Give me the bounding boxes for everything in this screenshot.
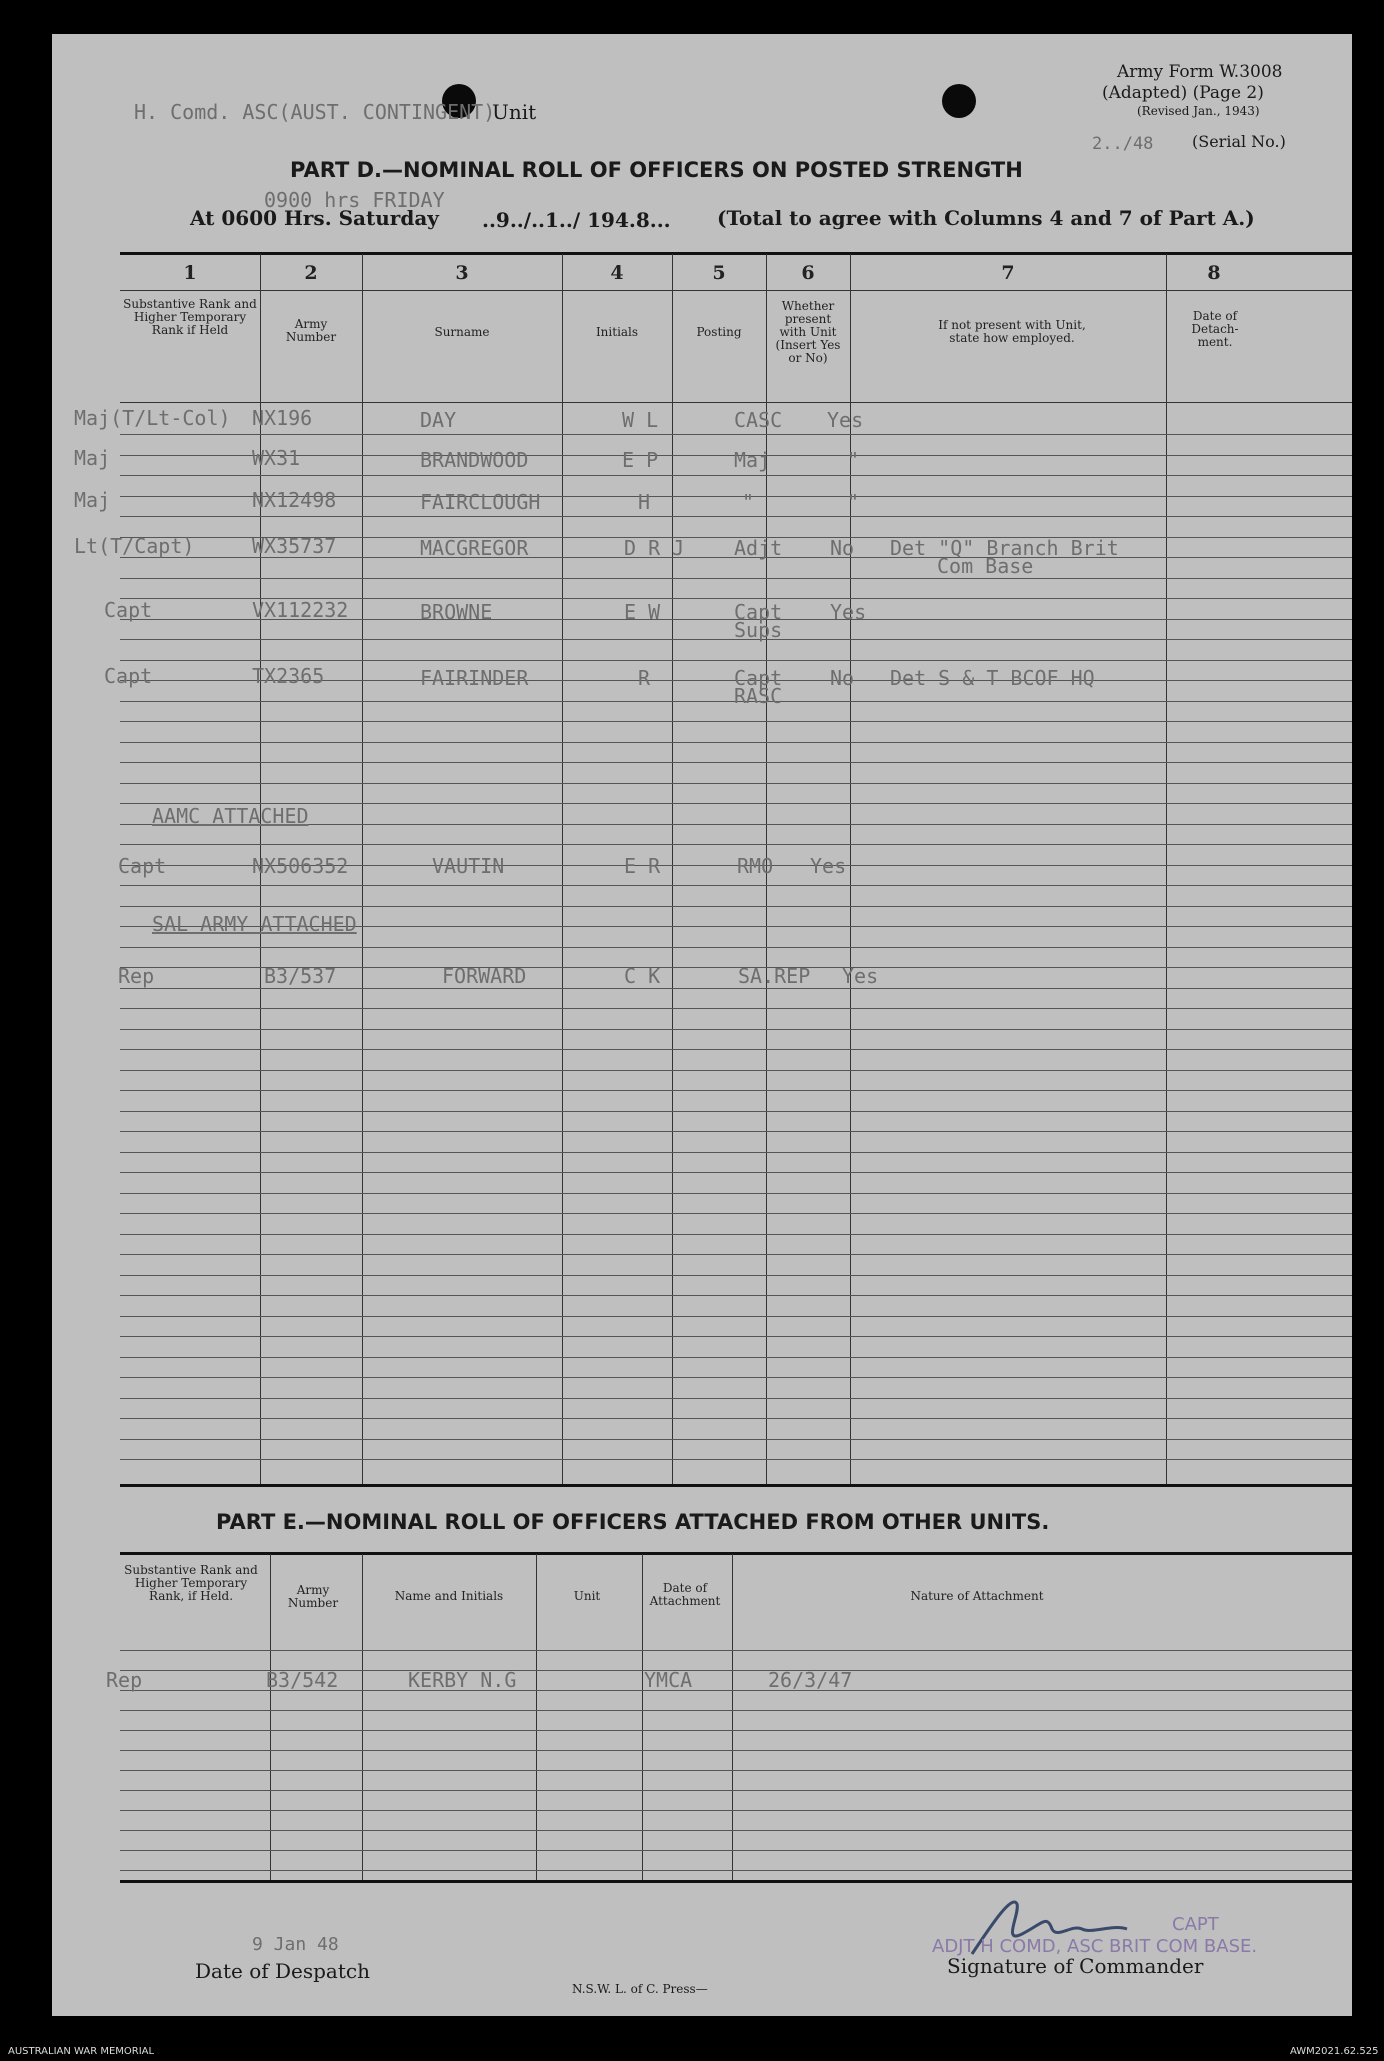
row-rule [120,1336,1352,1337]
row-rule [120,1459,1352,1460]
col-header-name: Name and Initials [394,1589,504,1603]
cell-initials: E W [624,600,661,624]
col-header-rank: Substantive Rank and Higher Temporary Rank if Held [123,297,257,337]
despatch-label: Date of Despatch [195,1959,370,1983]
form-adapted: (Adapted) (Page 2) [1102,83,1264,103]
cell-present: No [830,536,855,560]
row-rule [120,1234,1352,1235]
cell-number: VX112232 [252,598,349,622]
row-rule [120,578,1352,579]
row-rule [120,1790,1352,1791]
row-rule [120,516,1352,517]
col-header-nature: Nature of Attachment [910,1589,1044,1603]
row-rule [120,1111,1352,1112]
at-line-typed: 0900 hrs FRIDAY [264,188,445,212]
row-rule [120,1398,1352,1399]
at-line: At 0600 Hrs. Saturday [190,206,439,230]
col-num: 4 [610,262,624,284]
col-header-army-number: Army Number [285,317,337,344]
cell-surname: BROWNE [420,600,493,624]
part-e-top-rule [120,1484,1352,1487]
cell-posting: Capt [734,600,783,624]
cell-number: WX31 [252,446,301,470]
cell-posting: SA.REP [738,964,811,988]
cell-posting: Maj [734,448,771,472]
cell-present: Yes [827,408,864,432]
col-header-rank: Substantive Rank and Higher Temporary Rank, if Held. [124,1563,258,1603]
col-num: 3 [455,262,469,284]
row-rule [120,1049,1352,1050]
cell-name: KERBY N.G [408,1668,517,1692]
cell-present: Yes [810,854,847,878]
cell-posting: Sups [734,618,783,642]
cell-initials: C K [624,964,661,988]
row-rule [120,906,1352,907]
table-top-rule [120,252,1352,255]
row-rule [120,434,1352,435]
cell-initials: E P [622,448,659,472]
form-revised: (Revised Jan., 1943) [1137,104,1260,118]
row-rule [120,1295,1352,1296]
cell-present: No [830,666,855,690]
serial-typed: 2../48 [1092,134,1154,154]
row-rule [120,1131,1352,1132]
cell-posting: RASC [734,684,783,708]
cell-posting: CASC [734,408,783,432]
cell-rank: Capt [118,854,167,878]
adjutant-stamp: ADJT H COMD, ASC BRIT COM BASE. [932,1936,1258,1957]
col-num: 8 [1207,262,1221,284]
cell-initials: E R [624,854,661,878]
cell-date: 26/3/47 [768,1668,853,1692]
cell-rank: Capt [104,598,153,622]
row-rule [120,1850,1352,1851]
cell-rank: Rep [118,964,155,988]
header-rule [120,402,1352,403]
press-mark: N.S.W. L. of C. Press— [572,1982,708,1996]
row-rule [120,1275,1352,1276]
row-rule [120,475,1352,476]
part-e-title: PART E.—NOMINAL ROLL OF OFFICERS ATTACHED FROM OTHER UNITS. [216,1510,1050,1534]
col-num: 5 [712,262,726,284]
cell-rank: Maj(T/Lt-Col) [74,406,231,430]
row-rule [120,1439,1352,1440]
row-rule [120,721,1352,722]
row-rule [120,1193,1352,1194]
cell-surname: FORWARD [442,964,527,988]
cell-initials: R [638,666,651,690]
cell-rank: Maj [74,446,111,470]
cell-initials: W L [622,408,659,432]
col-header-posting: Posting [696,325,742,339]
part-d-title: PART D.—NOMINAL ROLL OF OFFICERS ON POSTED STRENGTH [290,158,1023,182]
col-header-employed: If not present with Unit, state how employed. [938,318,1086,345]
cell-employed: Com Base [937,554,1034,578]
form-number: Army Form W.3008 [1117,62,1283,82]
row-rule [120,1710,1352,1711]
col-num: 1 [183,262,197,284]
cell-rank: Capt [104,664,153,688]
col-header-present: Whether present with Unit (Insert Yes or No) [775,299,841,365]
cell-employed: Det S & T BCOF HQ [890,666,1095,690]
despatch-typed: 9 Jan 48 [252,1934,339,1955]
cell-number: WX35737 [252,534,337,558]
cell-surname: VAUTIN [432,854,505,878]
cell-present: " [847,448,860,472]
serial-label: (Serial No.) [1192,132,1286,151]
col-header-initials: Initials [595,325,639,339]
attached-heading: SAL ARMY ATTACHED [152,912,357,936]
row-rule [120,1152,1352,1153]
punch-hole [942,84,976,118]
cell-initials: H [638,490,651,514]
total-note: (Total to agree with Columns 4 and 7 of Part A.) [717,206,1255,230]
column-rule [362,254,363,1484]
signature-label: Signature of Commander [947,1954,1204,1978]
col-header-detachment: Date of Detach-ment. [1191,309,1239,349]
col-num: 6 [801,262,815,284]
row-rule [120,1029,1352,1030]
cell-number: NX506352 [252,854,349,878]
col-header-date: Date of Attachment [649,1581,721,1608]
row-rule [120,1357,1352,1358]
row-rule [120,1254,1352,1255]
cell-posting: Capt [734,666,783,690]
cell-rank: Lt(T/Capt) [74,534,195,558]
row-rule [120,1830,1352,1831]
footer-left: AUSTRALIAN WAR MEMORIAL [8,2046,155,2057]
cell-number: NX196 [252,406,313,430]
cell-present: Yes [830,600,867,624]
row-rule [120,947,1352,948]
row-rule [120,1070,1352,1071]
part-e-bottom-rule [120,1880,1352,1883]
form-paper [52,34,1352,2016]
unit-label: Unit [492,100,537,124]
cell-surname: DAY [420,408,457,432]
row-rule [120,1650,1352,1651]
row-rule [120,1090,1352,1091]
row-rule [120,783,1352,784]
row-rule [120,1750,1352,1751]
row-rule [120,988,1352,989]
cell-surname: MACGREGOR [420,536,529,560]
row-rule [120,1316,1352,1317]
cell-number: B3/537 [264,964,337,988]
column-rule [850,254,851,1484]
column-rule [562,254,563,1484]
column-rule [732,1554,733,1880]
cell-number: TX2365 [252,664,325,688]
footer-right: AWM2021.62.525 [1290,2046,1379,2057]
unit-typed: H. Comd. ASC(AUST. CONTINGENT) [134,100,496,124]
row-rule [120,1418,1352,1419]
cell-surname: FAIRCLOUGH [420,490,541,514]
cell-posting: RMO [737,854,774,878]
stamp-rank: CAPT [1172,1914,1219,1935]
row-rule [120,1870,1352,1871]
cell-employed: Det "Q" Branch Brit [890,536,1119,560]
col-header-unit: Unit [573,1589,601,1603]
col-num: 7 [1001,262,1015,284]
column-rule [1166,254,1167,1484]
cell-present: " [847,490,860,514]
col-header-army-number: Army Number [287,1583,339,1610]
row-rule [120,885,1352,886]
row-rule [120,1213,1352,1214]
cell-number: B3/542 [266,1668,339,1692]
row-rule [120,1172,1352,1173]
col-num: 2 [304,262,318,284]
row-rule [120,660,1352,661]
cell-rank: Rep [106,1668,143,1692]
cell-initials: D R J [624,536,685,560]
row-rule [120,1730,1352,1731]
attached-heading: AAMC ATTACHED [152,804,309,828]
part-e-header-rule [120,1552,1352,1555]
cell-rank: Maj [74,488,111,512]
row-rule [120,1770,1352,1771]
cell-number: NX12498 [252,488,337,512]
cell-unit: YMCA [644,1668,693,1692]
row-rule [120,762,1352,763]
cell-surname: BRANDWOOD [420,448,529,472]
header-rule [120,290,1352,291]
row-rule [120,1008,1352,1009]
row-rule [120,844,1352,845]
row-rule [120,1377,1352,1378]
cell-surname: FAIRINDER [420,666,529,690]
col-header-surname: Surname [434,325,490,339]
row-rule [120,742,1352,743]
column-rule [672,254,673,1484]
row-rule [120,1810,1352,1811]
date-part: ..9../..1../ 194.8... [482,208,671,232]
cell-posting: " [742,490,755,514]
cell-posting: Adjt [734,536,783,560]
cell-present: Yes [842,964,879,988]
